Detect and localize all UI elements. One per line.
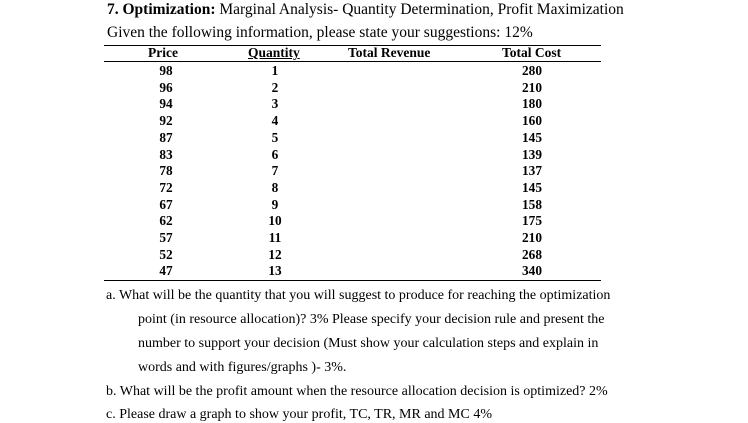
question-b: b. What will be the profit amount when the resource allocation decision is optimized? 2% — [106, 384, 608, 399]
cell-total-cost: 160 — [522, 113, 542, 129]
cell-total-cost: 340 — [522, 263, 542, 279]
cell-price: 92 — [159, 113, 173, 129]
cell-quantity: 11 — [268, 230, 282, 245]
table-bottom-rule — [104, 280, 601, 281]
header-quantity: Quantity — [248, 45, 300, 60]
cell-quantity: 10 — [268, 213, 282, 229]
cell-quantity: 5 — [271, 129, 279, 145]
cell-quantity: 3 — [271, 96, 279, 112]
cell-total-cost: 268 — [522, 246, 542, 262]
cell-total-cost: 175 — [522, 213, 542, 229]
question-a-line3: number to support your decision (Must show your calculation steps and explain in — [138, 336, 599, 351]
cell-quantity: 2 — [271, 79, 279, 95]
cell-total-cost: 145 — [522, 129, 542, 145]
cell-quantity: 12 — [268, 246, 282, 262]
cell-total-cost: 158 — [522, 196, 542, 212]
question-a: a. What will be the quantity that you will suggest to produce for reaching the optimization — [106, 288, 611, 303]
table-header-rule — [104, 61, 601, 62]
question-c: c. Please draw a graph to show your profit, TC, TR, MR and MC 4% — [106, 407, 492, 422]
cell-price: 98 — [159, 63, 173, 78]
question-title — [107, 1, 624, 19]
cell-price: 72 — [159, 179, 173, 195]
header-total-revenue: Total Revenue — [348, 45, 431, 60]
cell-price: 78 — [159, 163, 173, 179]
cell-total-cost: 180 — [522, 96, 542, 112]
cell-total-cost: 210 — [522, 230, 542, 245]
cell-quantity: 4 — [271, 113, 279, 129]
cell-price: 83 — [159, 146, 173, 162]
cell-price: 87 — [159, 129, 173, 145]
cell-total-cost: 280 — [522, 63, 542, 78]
question-topic: Marginal Analysis- Quantity Determination, Profit Maximization — [215, 1, 624, 18]
cell-quantity: 7 — [271, 163, 279, 179]
question-a-line2: point (in resource allocation)? 3% Please specify your decision rule and present the — [138, 312, 605, 327]
question-a-line4: words and with figures/graphs )- 3%. — [138, 360, 347, 375]
cell-price: 94 — [159, 96, 173, 112]
cell-price: 67 — [159, 196, 173, 212]
cell-price: 57 — [159, 230, 173, 245]
cell-total-cost: 145 — [522, 179, 542, 195]
header-price: Price — [148, 45, 178, 60]
cell-price: 47 — [159, 263, 173, 279]
cell-price: 62 — [159, 213, 173, 229]
intro-text: Given the following information, please state your suggestions: 12% — [107, 24, 533, 41]
cell-total-cost: 137 — [522, 163, 542, 179]
cell-quantity: 6 — [271, 146, 279, 162]
cell-quantity: 1 — [271, 63, 279, 78]
cell-total-cost: 210 — [522, 79, 542, 95]
header-total-cost: Total Cost — [502, 45, 562, 60]
cell-quantity: 8 — [271, 179, 279, 195]
cell-total-cost: 139 — [522, 146, 542, 162]
cell-price: 52 — [159, 246, 173, 262]
cell-price: 96 — [159, 79, 173, 95]
cell-quantity: 13 — [268, 263, 282, 279]
cell-quantity: 9 — [271, 196, 279, 212]
question-number: 7. Optimization: — [107, 1, 216, 18]
